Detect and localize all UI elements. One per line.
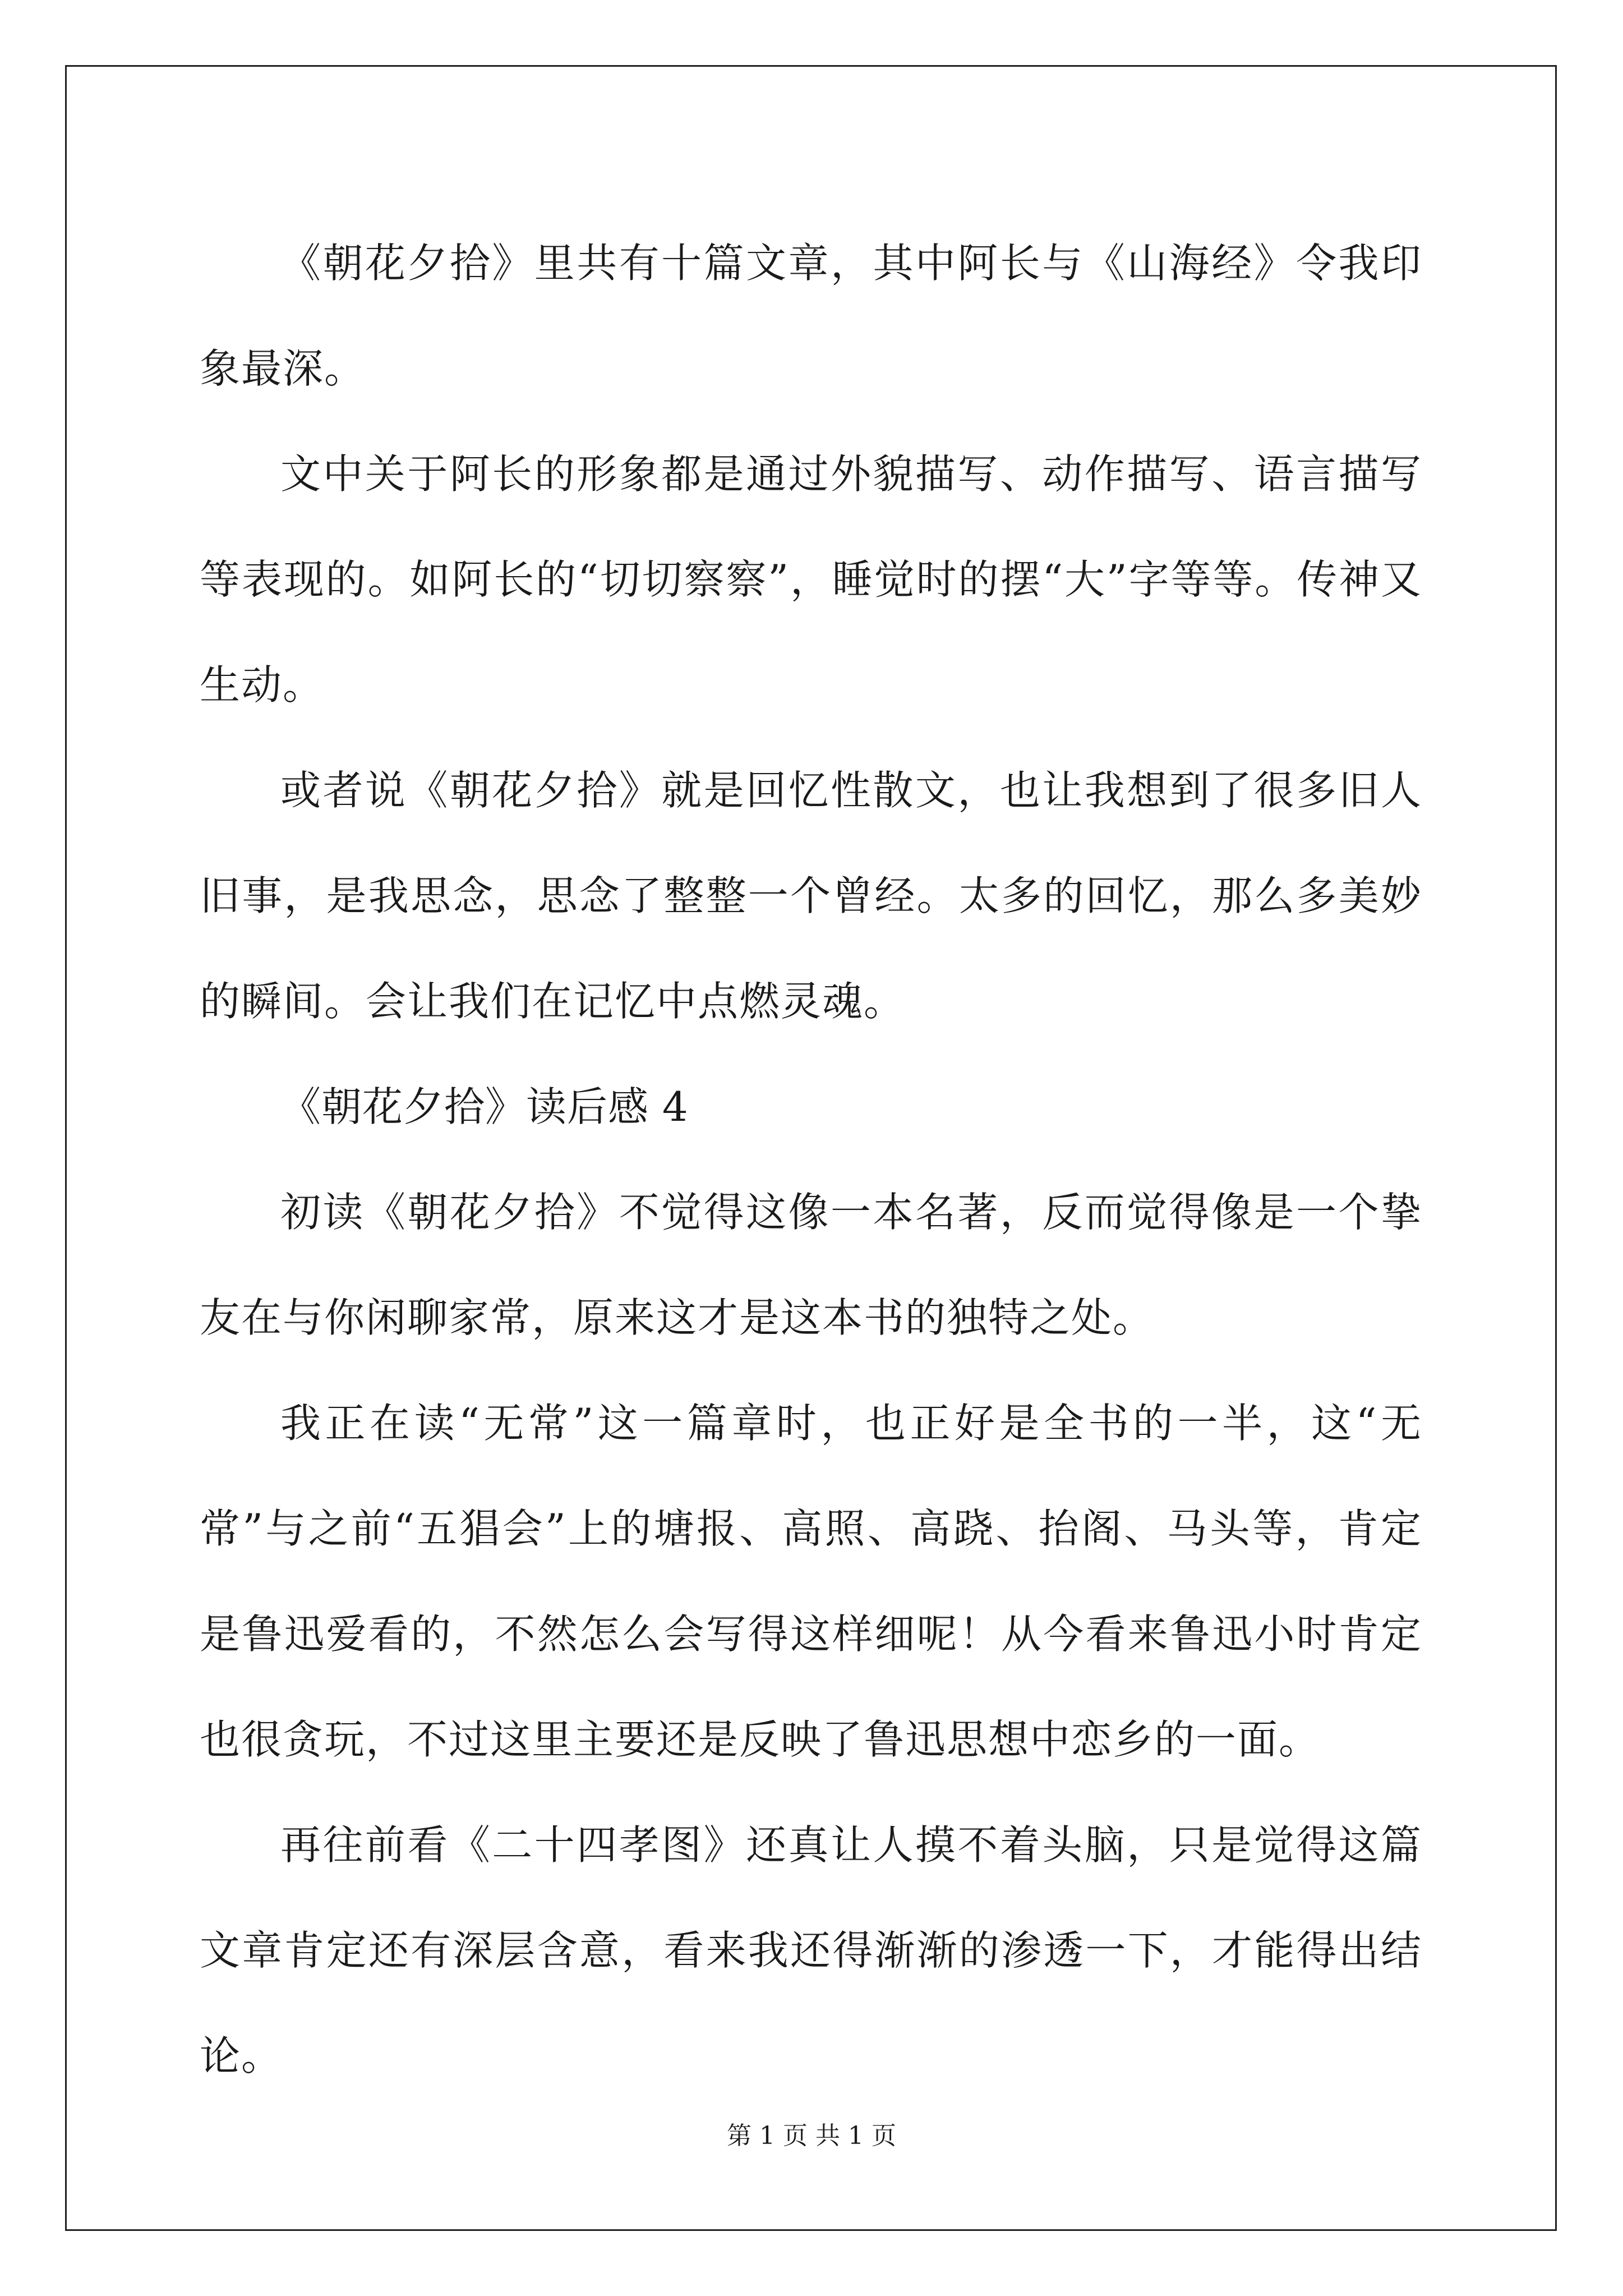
paragraph: 《朝花夕拾》里共有十篇文章，其中阿长与《山海经》令我印象最深。 xyxy=(200,240,1422,392)
document-body xyxy=(200,210,1422,2109)
section-heading: 《朝花夕拾》读后感 4 xyxy=(280,1083,689,1130)
paragraph: 初读《朝花夕拾》不觉得这像一本名著，反而觉得像是一个挚友在与你闲聊家常，原来这才是这本书的独特之处。 xyxy=(200,1189,1422,1341)
paragraph: 再往前看《二十四孝图》还真让人摸不着头脑，只是觉得这篇文章肯定还有深层含意，看来我还得渐渐的渗透一下，才能得出结论。 xyxy=(200,1821,1422,2079)
paragraph: 我正在读“无常”这一篇章时，也正好是全书的一半，这“无常”与之前“五猖会”上的塘报、高照、高跷、抬阁、马头等，肯定是鲁迅爱看的，不然怎么会写得这样细呢！从今看来鲁迅小时肯定也很贪玩，不过这里主要还是反映了鲁迅思想中恋乡的一面。 xyxy=(200,1400,1422,1763)
page-footer: 第 1 页 共 1 页 xyxy=(727,2122,896,2150)
paragraph: 或者说《朝花夕拾》就是回忆性散文，也让我想到了很多旧人旧事，是我思念，思念了整整一个曾经。太多的回忆，那么多美妙的瞬间。会让我们在记忆中点燃灵魂。 xyxy=(200,767,1422,1025)
paragraph: 文中关于阿长的形象都是通过外貌描写、动作描写、语言描写等表现的。如阿长的“切切察察”，睡觉时的摆“大”字等等。传神又生动。 xyxy=(200,450,1422,708)
